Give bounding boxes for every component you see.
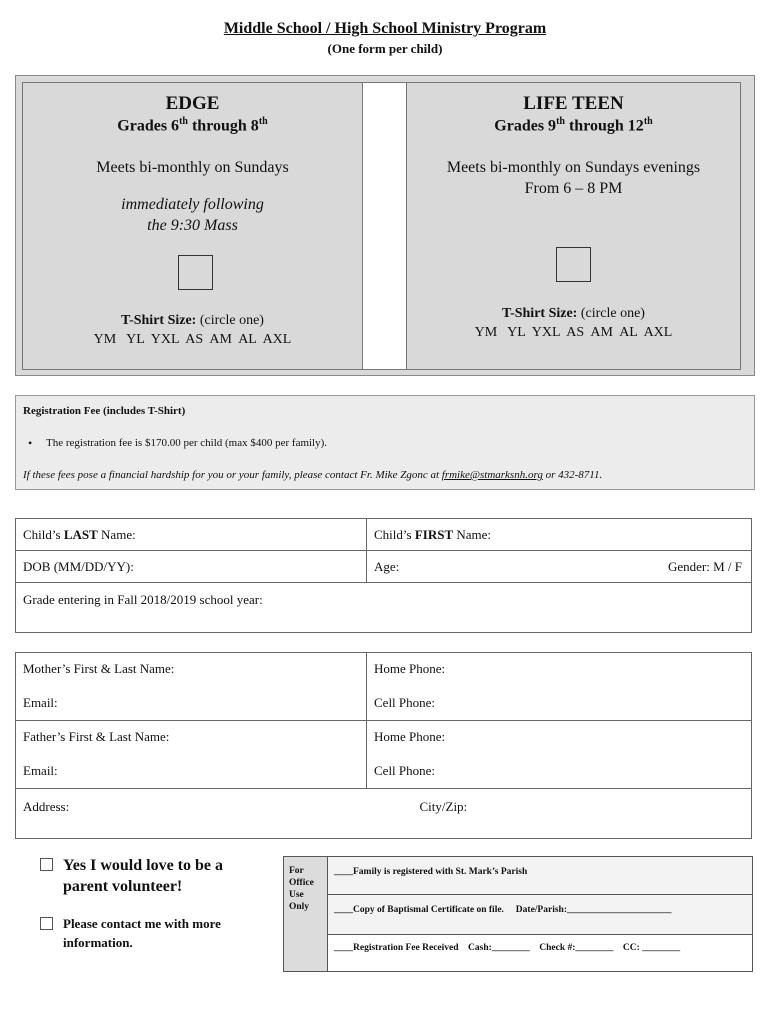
contact-label-line2: information. xyxy=(63,935,133,950)
mother-name-field[interactable]: Mother’s First & Last Name: xyxy=(16,653,367,686)
volunteer-option[interactable] xyxy=(40,855,224,895)
age-label: Age: xyxy=(374,558,400,574)
lifeteen-tshirt-size: T-Shirt Size: (circle one) YM YL YXL AS AM AL AXL xyxy=(407,304,740,342)
edge-tshirt-size: T-Shirt Size: (circle one) YM YL YXL AS AM AL AXL xyxy=(23,311,362,349)
dob-field[interactable]: DOB (MM/DD/YY): xyxy=(16,551,367,583)
father-home-phone-field[interactable]: Home Phone: xyxy=(367,721,752,754)
volunteer-label-line1: Yes I would love to be a xyxy=(63,857,224,874)
office-baptismal-cert[interactable]: ____Copy of Baptismal Certificate on file. Date/Parish:______________________ xyxy=(328,895,752,935)
edge-grades: Grades 6th through 8th xyxy=(117,116,268,135)
mother-cell-phone-field[interactable]: Cell Phone: xyxy=(367,686,752,721)
city-zip-label: City/Zip: xyxy=(419,799,468,814)
father-name-field[interactable]: Father’s First & Last Name: xyxy=(16,721,367,754)
fee-heading: Registration Fee (includes T-Shirt) xyxy=(23,405,186,417)
form-subtitle: (One form per child) xyxy=(327,41,443,56)
child-last-name-field[interactable]: Child’s LAST Name: xyxy=(16,519,367,551)
lifeteen-meets: Meets bi-monthly on Sundays evenings From 6 – 8 PM xyxy=(446,159,701,198)
fee-hardship-note: If these fees pose a financial hardship for you or your family, please contact Fr. Mike Zgonc at frmike@stmarksnh.org or 432-8711. xyxy=(23,469,603,481)
edge-program-box xyxy=(22,82,363,370)
mother-home-phone-field[interactable]: Home Phone: xyxy=(367,653,752,686)
fee-bullet: • The registration fee is $170.00 per child (max $400 per family). xyxy=(46,437,327,449)
lifeteen-title: LIFE TEEN xyxy=(523,93,624,114)
contact-option[interactable] xyxy=(40,914,221,950)
age-gender-field[interactable] xyxy=(367,551,752,583)
program-divider xyxy=(363,82,406,370)
edge-size-options[interactable]: YM YL YXL AS AM AL AXL xyxy=(93,332,292,347)
child-info-table xyxy=(15,518,752,633)
father-email-field[interactable]: Email: xyxy=(16,754,367,789)
lifeteen-grades: Grades 9th through 12th xyxy=(494,116,653,135)
contact-checkbox[interactable] xyxy=(40,917,53,930)
address-label: Address: xyxy=(23,799,70,814)
volunteer-label-line2: parent volunteer! xyxy=(63,878,183,895)
edge-checkbox[interactable] xyxy=(178,255,213,290)
volunteer-checkbox[interactable] xyxy=(40,858,53,871)
lifeteen-size-options[interactable]: YM YL YXL AS AM AL AXL xyxy=(474,325,673,340)
office-fee-received[interactable]: ____Registration Fee Received Cash:________ Check #:________ CC: ________ xyxy=(328,935,752,971)
office-use-label: For Office Use Only xyxy=(284,857,328,971)
grade-entering-field[interactable]: Grade entering in Fall 2018/2019 school year: xyxy=(16,583,752,633)
contact-label-line1: Please contact me with more xyxy=(63,916,221,931)
gender-options[interactable]: Gender: M / F xyxy=(667,558,742,574)
office-parish-registered[interactable]: ____Family is registered with St. Mark’s Parish xyxy=(328,857,752,895)
contact-email-link[interactable]: frmike@stmarksnh.org xyxy=(441,469,543,481)
lifeteen-checkbox[interactable] xyxy=(556,247,591,282)
edge-title: EDGE xyxy=(165,93,220,114)
father-cell-phone-field[interactable]: Cell Phone: xyxy=(367,754,752,789)
registration-fee-box xyxy=(15,395,755,490)
edge-meets: Meets bi-monthly on Sundays xyxy=(96,159,289,177)
form-title: Middle School / High School Ministry Program xyxy=(223,20,547,37)
parent-info-table xyxy=(15,652,752,839)
edge-following: immediately following the 9:30 Mass xyxy=(121,196,264,235)
address-field[interactable] xyxy=(16,789,752,839)
office-use-box xyxy=(283,856,753,972)
mother-email-field[interactable]: Email: xyxy=(16,686,367,721)
lifeteen-program-box xyxy=(406,82,741,370)
child-first-name-field[interactable]: Child’s FIRST Name: xyxy=(367,519,752,551)
